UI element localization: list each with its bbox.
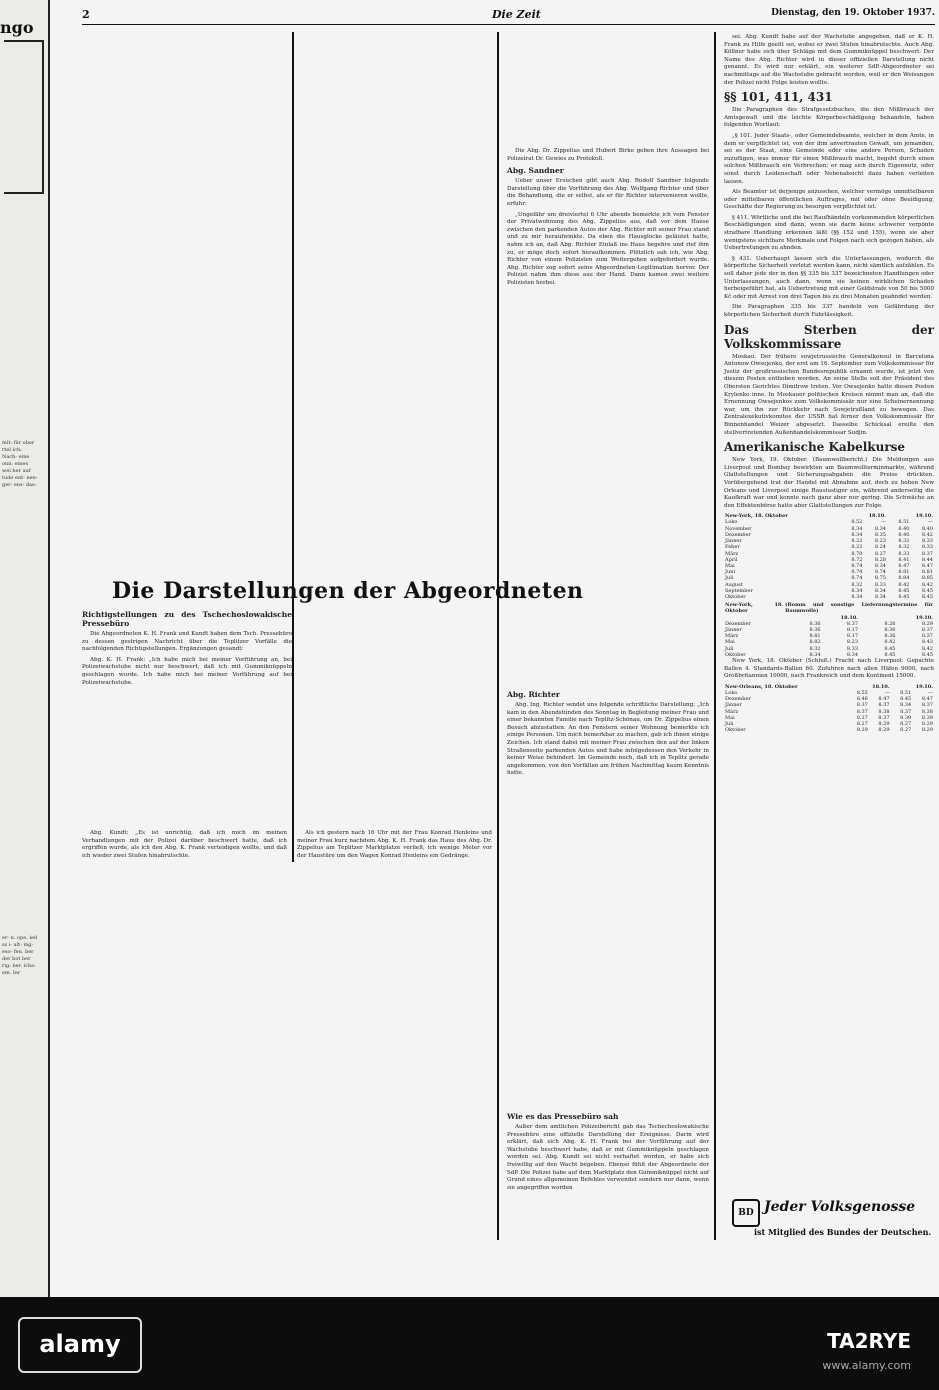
table-cell-rate: 8.81 <box>898 569 910 576</box>
article-column-b <box>297 830 492 863</box>
table-cell-month: Mai <box>725 714 735 721</box>
table-cell-rate: 8.41 <box>898 556 910 563</box>
table-cell-rate: 8.42 <box>898 581 910 588</box>
table-cell-rate: 8.38 <box>921 708 933 715</box>
section-heading: §§ 101, 411, 431 <box>724 90 833 105</box>
table-cell-rate: 8.45 <box>921 587 933 594</box>
table-cell-rate: 8.51 <box>898 519 910 526</box>
table-cell-rate: 8.33 <box>921 544 933 551</box>
table-cell-rate: 8.34 <box>846 651 859 658</box>
table-cell-rate: 8.42 <box>921 645 933 652</box>
paragraph: Die Paragraphen 335 bis 337 handeln von Gefährdung der körperlichen Sicherheit durch Fahrlässigkeit. <box>724 304 934 318</box>
paragraph: § 411. Wörtliche und die bei Raufhändeln vorkommenden körperlichen Beschädigungen sind dann, wenn sie darin keine schwerer verpönte strafbare Handlung erkennen läßt (§§ 152 und 155), wenn sie aber wenigstens sichtbare Merkmale und Folgen nach sich gezogen haben, als Uebertretungen zu ahnden. <box>724 214 934 252</box>
table-heading: New-York, 18. Oktober <box>725 602 784 615</box>
subheading: Abg. Richter <box>507 690 560 699</box>
table-cell-rate: 8.29 <box>878 727 890 734</box>
table-cell-rate: 8.34 <box>851 531 863 538</box>
table-cell-rate: 8.37 <box>878 702 890 709</box>
paragraph: Moskau. Der frühere sowjetrussische Generalkonsul in Barcelona Antonow Owsejenko, der erst am 16. September zum Volkskommissar für Justiz der großrussischen Bundesrepublik ernannt wurde, ist jetzt von diesem Posten enthoben worden. An seine Stelle soll der Präsident des Obersten Gerichtes Dimitrow treten. Vor Owsejenko hatte diesen Posten Krylenko inne. In Moskauer politischen Kreisen nimmt man an, daß die Ernennung Owsejenkos zum Volkskommissär nur eine Scheinernennung war, um ihn zur Rückkehr nach Sowjetrußland zu bewegen. Das Zentralexekutivkomitee der USSR hat ferner den Volkskommissär für Binnenhandel Weizer abgesetzt. Dasselbe Schicksal ereilte den stellvertretenden Außenhandelskommissar Sudjin. <box>724 353 934 436</box>
header-rule <box>82 24 935 25</box>
table-cell-rate: 8.36 <box>884 626 896 633</box>
table-cell-rate: — <box>880 519 886 526</box>
table-cell-month: Oktober <box>725 727 746 734</box>
table-cell-rate: 8.37 <box>856 702 868 709</box>
table-cell-rate: 8.22 <box>851 544 863 551</box>
table-cell-rate: 8.45 <box>898 593 910 600</box>
table-cell-rate: 8.27 <box>856 720 868 727</box>
table-cell-rate: 8.43 <box>921 639 933 646</box>
table-cell-rate: 8.51 <box>900 689 912 696</box>
article-column-a-continued <box>82 830 287 863</box>
table-cell-rate: 8.47 <box>898 562 910 569</box>
table-cell-month: Oktober <box>725 593 746 600</box>
table-cell-month: Mai <box>725 639 735 646</box>
table-cell-rate: 8.29 <box>921 620 933 627</box>
paragraph: § 431. Ueberhaupt lassen sich die Unterlassungen, wodurch die körperliche Sicherheit verletzt werden kann, nicht sämtlich aufzählen. Es soll daher jede der in den §§ 335 bis 337 bezeichneten Handlungen oder Unterlassungen, auch dann, wenn sie keinen wirklichen Schaden herbeigeführt hat, als Uebertretung mit einer Geldstrafe von 50 bis 5000 Kč oder mit Arrest von drei Tagen bis zu drei Monaten geahndet werden. <box>724 255 934 300</box>
article-column-a <box>82 610 292 690</box>
paragraph: Als ich gestern nach 16 Uhr mit der Frau Konrad Henleins und meiner Frau kurz nachdem Abg. K. H. Frank das Haus des Abg. Dr. Zippelius am Teplitzer Marktplatze verließ, ich wenige Meter vor der Haustüre um den Wagen Konrad Henleins ein Gedränge. <box>297 830 492 859</box>
table-cell-rate: 8.23 <box>846 639 859 646</box>
paragraph: Abg. Kundt: „Es ist unrichtig, daß ich mich im meinen Verhandlungen mit der Polizei darüber beschwert hatte, daß ich ergriffen wurde, als ich den Abg. K. Frank verteidigen wollte, und daß ich wieder zwei Stufen hinabrutschte. <box>82 830 287 859</box>
table-cell-month: Dezember <box>725 696 751 703</box>
table-column-date: 18.10. <box>868 513 886 520</box>
paragraph: sei. Abg. Kundt habe auf der Wachstube angegeben, daß er K. H. Frank zu Hilfe geeilt sei, wobei er zwei Stufen hinabrutschte. Auch Abg. Köllner habe sich über Schläge mit dem Gummiknüppel beschwert. Der Name des Abg. Richter wird in dieser offiziellen Darstellung nicht genannt. Es wird nur erklärt, ein weiterer SdP.-Abgeordneter sei nachmittags auf die Wachstube gebracht worden, weil er den Weisungen der Polizei nicht Folge leisten wollte. <box>724 34 934 86</box>
paragraph: Die Paragraphen des Strafgesetzbuches, die den Mißbrauch der Amtsgewalt und die leichte Körperbeschädigung behandeln, haben folgenden Wortlaut: <box>724 107 934 129</box>
table-heading: New-Orleans, 18. Oktober <box>725 683 798 690</box>
table-cell-rate: 8.74 <box>851 562 863 569</box>
stock-credit-bar <box>0 1297 939 1390</box>
table-cell-rate: 8.39 <box>900 714 912 721</box>
table-cell-rate: 8.81 <box>809 633 821 640</box>
issue-date: Dienstag, den 19. Oktober 1937. <box>771 8 935 18</box>
table-cell-rate: 8.38 <box>878 708 890 715</box>
paragraph: New York, 19. Oktober. (Baumwollbericht.) Die Meldungen aus Liverpool und Bombay bewirkten am Baumwollterminmarkte, während Glattstellungen und Sicherungsabgaben die Preise drückten. Vorübergehend trat der Handel mit Abnahme auf, doch zu hohen New Orleans und Liverpool einige Rauslustiger ein, während anderseitig die Kaufkraft war und konnte nach ganz aber nur gering. Die Schwäche an den Effektenbörse hatte aber Glattstellungen zur Folge. <box>724 457 934 509</box>
table-cell-rate: 8.47 <box>878 696 890 703</box>
image-id: TA2RYE <box>827 1329 911 1353</box>
table-cell-rate: 8.40 <box>898 531 910 538</box>
table-cell-rate: 8.32 <box>851 581 863 588</box>
table-cell-rate: 8.28 <box>874 556 886 563</box>
table-cell-rate: 8.32 <box>898 538 910 545</box>
table-row <box>724 727 934 733</box>
paragraph: Als Beamter ist derjenige anzusehen, welcher vermöge unmittelbaren oder mittelbaren öffentlichen Auftrages, mit oder ohne Beeidigung, Geschäfte der Regierung zu besorgen verpflichtet ist. <box>724 189 934 211</box>
table-cell-month: Jänner <box>725 538 742 545</box>
table-cell-rate: 8.23 <box>874 538 886 545</box>
page-body <box>52 0 939 1297</box>
table-cell-rate: 8.34 <box>900 702 912 709</box>
article-column-c-bottom <box>507 1112 709 1195</box>
table-cell-rate: 8.84 <box>898 575 910 582</box>
table-cell-rate: 8.27 <box>900 720 912 727</box>
table-cell-rate: 8.74 <box>874 569 886 576</box>
table-body <box>724 621 934 658</box>
site-url: www.alamy.com <box>822 1359 911 1372</box>
table-cell-rate: 8.26 <box>884 620 896 627</box>
table-body <box>724 690 934 733</box>
table-cell-rate: 8.27 <box>874 550 886 557</box>
table-cell-rate: 8.22 <box>851 538 863 545</box>
margin-box <box>4 40 44 194</box>
table-cell-month: März <box>725 550 739 557</box>
table-cell-rate: — <box>928 689 933 696</box>
table-cell-rate: 8.29 <box>921 727 933 734</box>
bdd-logo: BD <box>732 1199 760 1227</box>
table-cell-month: Loko <box>725 519 738 526</box>
paragraph: Abg. K. H. Frank: „Ich habe mich bei meiner Vorführung an, bei Polizeiwachstube nicht nur beschwert, daß ich mit Gummiknüppeln geschlagen wurde. Ich habe mich bei meiner Vorführung auf bei Polizeiwachstube. <box>82 656 292 686</box>
table-cell-rate: 8.29 <box>856 727 868 734</box>
table-cell-month: Jänner <box>725 626 742 633</box>
table-cell-rate: 8.37 <box>921 702 933 709</box>
paragraph: Außer dem amtlichen Polizeibericht gab das Tschechoslowakische Pressebüro eine offizielle Darstellung der Ereignisse. Darin wird erklärt, daß sich Abg. K. H. Frank bei der Vorführung auf der Wachstube beschwert habe, daß er mit Gummiknüppeln geschlagen worden sei. Abg. Kundt sei nicht verhaftet worden, er habe sich freiwillig auf den Wacht begeben. Ebenso fühlt der Abgeordnete der SdP. Die Polizei habe auf dem Marktplatz den Gummiknüppel nicht auf Grund eines allgemeinen Befehles verwendet sondern nur dann, wenn sie angegriffen worden <box>507 1124 709 1191</box>
table-cell-rate: 8.45 <box>898 587 910 594</box>
table-cell-month: Dezember <box>725 620 751 627</box>
article-column-c-top <box>507 148 709 291</box>
paragraph: New York, 18. Oktober (Schluß.) Fracht nach Liverpool: Gepachte Ballen 4. Standards-Ballen 60. Zufuhren nach allen Häfen 9000, nach Großbritannien 10000, nach Frankreich und dem Kontinent 15000. <box>724 657 934 680</box>
table-cell-rate: 8.33 <box>874 581 886 588</box>
table-cell-rate: 8.33 <box>898 550 910 557</box>
alamy-logo: alamy <box>18 1317 142 1373</box>
table-cell-rate: 8.40 <box>898 525 910 532</box>
table-cell-month: Juli <box>725 645 734 652</box>
margin-heading: ngo <box>0 18 34 37</box>
table-cell-rate: 8.34 <box>874 593 886 600</box>
table-cell-rate: 8.45 <box>900 696 912 703</box>
table-cell-month: Jänner <box>725 702 742 709</box>
table-column-date: 18.10. <box>872 683 890 690</box>
table-cell-rate: 8.74 <box>851 575 863 582</box>
table-cell-rate: 8.44 <box>921 556 933 563</box>
table-cell-month: Feber <box>725 544 740 551</box>
table-cell-rate: 8.32 <box>898 544 910 551</box>
table-cell-rate: 8.85 <box>921 575 933 582</box>
table-cell-rate: 8.39 <box>921 714 933 721</box>
table-cell-rate: 8.74 <box>851 569 863 576</box>
table-column-date: 19.10. <box>915 513 933 520</box>
table-cell-rate: 8.42 <box>884 639 896 646</box>
table-cell-rate: 8.70 <box>851 550 863 557</box>
ad-subline: ist Mitglied des Bundes der Deutschen. <box>754 1227 932 1237</box>
article-column-d <box>724 34 934 733</box>
subheading: Wie es das Pressebüro sah <box>507 1112 619 1121</box>
ad-slogan: Jeder Volksgenosse <box>764 1199 916 1215</box>
table-cell-rate: 8.45 <box>884 645 896 652</box>
table-cell-month: August <box>725 581 743 588</box>
table-cell-rate: 8.47 <box>921 696 933 703</box>
masthead: Die Zeit <box>492 8 541 21</box>
table-column-date: 18.10. <box>840 614 859 621</box>
table-cell-rate: 8.36 <box>809 626 821 633</box>
table-cell-rate: — <box>928 519 933 526</box>
table-cell-rate: 8.34 <box>851 525 863 532</box>
table-cell-rate: 8.36 <box>884 633 896 640</box>
table-cell-rate: 8.36 <box>809 620 821 627</box>
rates-table-new-york-second <box>724 602 934 658</box>
table-cell-rate: 8.42 <box>921 581 933 588</box>
column-rule <box>292 32 294 862</box>
table-cell-month: Mai <box>725 562 735 569</box>
table-cell-month: April <box>725 556 738 563</box>
margin-text-fragment: mit: für ober rtel ich: Nach- eine onn: eines wei ber auf tude ent- nen- ger- ens- das: <box>2 440 38 488</box>
table-cell-rate: — <box>884 689 890 696</box>
table-cell-rate: 8.34 <box>874 525 886 532</box>
table-cell-rate: 8.81 <box>921 569 933 576</box>
rates-table-new-york <box>724 513 934 600</box>
table-column-date: 19.10. <box>915 683 933 690</box>
article-column-c-middle <box>507 690 709 781</box>
subheading: Abg. Sandner <box>507 166 564 176</box>
table-cell-rate: 8.40 <box>921 525 933 532</box>
headline: Die Darstellungen der Abgeordneten <box>112 578 584 604</box>
table-cell-rate: 8.27 <box>900 727 912 734</box>
table-cell-month: März <box>725 633 739 640</box>
table-cell-rate: 8.37 <box>878 714 890 721</box>
page-header <box>82 8 935 24</box>
table-cell-month: Juni <box>725 569 736 576</box>
paragraph: Die Abgeordneten K. H. Frank und Kundt haben dem Tsch. Pressebüro zu dessen gestrigen Nachricht über die Teplitzer Vorfälle die nachfolgenden Richtigstellungen. Ergänzungen gesandt: <box>82 631 292 653</box>
table-cell-rate: 8.32 <box>809 645 821 652</box>
table-cell-rate: 8.37 <box>921 633 933 640</box>
margin-text-fragment: er- n. ope. ied ss i- alt- ing- eso- fen. ber der bot ber rig: ber. ichs: em. Ier <box>2 935 38 976</box>
table-cell-rate: 8.27 <box>856 714 868 721</box>
table-cell-rate: 8.34 <box>851 587 863 594</box>
table-cell-rate: 8.34 <box>874 562 886 569</box>
table-cell-rate: 8.45 <box>921 593 933 600</box>
table-cell-rate: 8.82 <box>809 639 821 646</box>
table-cell-rate: 8.37 <box>921 626 933 633</box>
table-cell-rate: 8.52 <box>851 519 863 526</box>
rates-table-new-orleans <box>724 684 934 734</box>
table-cell-rate: 8.37 <box>846 620 859 627</box>
paragraph: „§ 101. Jeder Staats-, oder Gemeindebeamte, welcher in dem Amte, in dem er verpflichtet ist, von der ihm anvertrauten Gewalt, um jemanden, sei es der Staat, eine Gemeinde oder eine andere Person, Schaden zuzufügen, was immer für einen Mißbrauch macht, begeht durch einen solchen Mißbrauch ein Verbrechen; er mag sich durch Eigennutz, oder sonst durch Leidenschaft oder Nebenabsicht dazu haben verleiten lassen. <box>724 132 934 185</box>
table-cell-rate: 8.37 <box>921 550 933 557</box>
table-cell-month: September <box>725 587 753 594</box>
table-cell-month: November <box>725 525 752 532</box>
table-cell-rate: 8.17 <box>846 626 859 633</box>
column-rule <box>497 32 499 1240</box>
paragraph: „Ungefähr um dreiviertel 6 Uhr abends bemerkte ich vom Fenster der Privatwohnung des Abg. Zippelius aus, daß vor dem Hause zwischen den parkenden Autos der Abg. Richter mit seiner Frau stand und zu mir heraufwinkte. Da eben die Hausglocke geläutet hatte, nahm ich an, daß Abg. Richter Einlaß ins Haus begehre und rief ihm zu, er möge doch sofort heraufkommen. Plötzlich sah ich, wie Abg. Richter von einem Polizisten zum Weitergehen aufgefordert wurde. Abg. Richter zog sofort seine Abgeordneten-Legitimation hervor. Der Polizist nahm ihm diese aus der Hand. Dann kamen zwei weitere Polizisten herbei. <box>507 211 709 286</box>
table-cell-rate: 8.34 <box>809 651 821 658</box>
table-cell-rate: 8.46 <box>856 696 868 703</box>
paragraph: Abg. Ing. Richter sendet uns folgende schriftliche Darstellung: „Ich kam in den Abendstunden des Sonntag in Begleitung meiner Frau und einer bekannten Familie nach Teplitz-Schönau, um Dr. Zippelius einen Besuch abzustatten. An den Fenstern seiner Wohnung bemerkte ich einige Personen. Um mich bemerkbar zu machen, gab ich ihnen einige Zeichen. Ich stand dabei mit meiner Frau zwischen den auf der linken Straßenseite parkenden Autos und habe infolgedessen den Verkehr in keiner Weise behindert. Im Gemeinde noch, daß ich in Teplitz gerade angekommen, von den Vorfällen am frühen Nachmittag kaum Kenntnis hatte. <box>507 702 709 777</box>
table-cell-rate: 8.17 <box>846 633 859 640</box>
table-cell-rate: 8.34 <box>851 593 863 600</box>
table-cell-rate: 8.35 <box>874 531 886 538</box>
table-cell-month: Oktober <box>725 651 746 658</box>
previous-page-margin <box>0 0 50 1297</box>
table-cell-rate: 8.45 <box>884 651 896 658</box>
table-row <box>724 594 934 600</box>
section-heading: Das Sterben der Volkskommissare <box>724 322 934 351</box>
table-cell-rate: 8.47 <box>921 562 933 569</box>
table-cell-month: Dezember <box>725 531 751 538</box>
table-cell-rate: 8.55 <box>856 689 868 696</box>
table-cell-rate: 8.29 <box>921 720 933 727</box>
section-heading: Amerikanische Kabelkurse <box>724 440 906 455</box>
advertisement <box>732 1195 932 1245</box>
table-cell-rate: 8.37 <box>856 708 868 715</box>
table-note: (Bomm und sonstige Liefernungstermine für Baumwolle) <box>785 602 933 615</box>
table-cell-rate: 8.34 <box>874 587 886 594</box>
intro-paragraph: Die Abg. Dr. Zippelius und Hubert Birke geben ihre Aussagen bei Polizeirat Dr. Gewies zu Protokoll. <box>507 148 709 162</box>
table-cell-rate: 8.42 <box>921 531 933 538</box>
table-cell-rate: 8.72 <box>851 556 863 563</box>
table-cell-month: März <box>725 708 739 715</box>
table-cell-rate: 8.37 <box>900 708 912 715</box>
table-cell-rate: 8.33 <box>846 645 859 652</box>
table-cell-month: Juli <box>725 575 734 582</box>
page-number: 2 <box>82 8 90 21</box>
table-cell-rate: 8.33 <box>921 538 933 545</box>
table-cell-month: Juli <box>725 720 734 727</box>
paragraph: Ueber unser Ersuchen gibt auch Abg. Rudolf Sandner folgende Darstellung über die Vorführung des Abg. Wolfgang Richter und über die Behandlung, die er selbst, als er für Richter intervenieren wollte, erfuhr: <box>507 178 709 207</box>
table-cell-rate: 8.24 <box>874 544 886 551</box>
subheading: Richtigstellungen zu des Tschechoslowakische Pressebüro <box>82 610 292 628</box>
table-column-date: 19.10. <box>915 614 933 621</box>
table-cell-rate: 8.45 <box>921 651 933 658</box>
table-cell-rate: 8.75 <box>874 575 886 582</box>
column-rule <box>714 32 716 1240</box>
table-body <box>724 519 934 600</box>
table-cell-month: Loko <box>725 689 738 696</box>
table-heading: New-York, 18. Oktober <box>725 513 788 520</box>
table-cell-rate: 8.29 <box>878 720 890 727</box>
